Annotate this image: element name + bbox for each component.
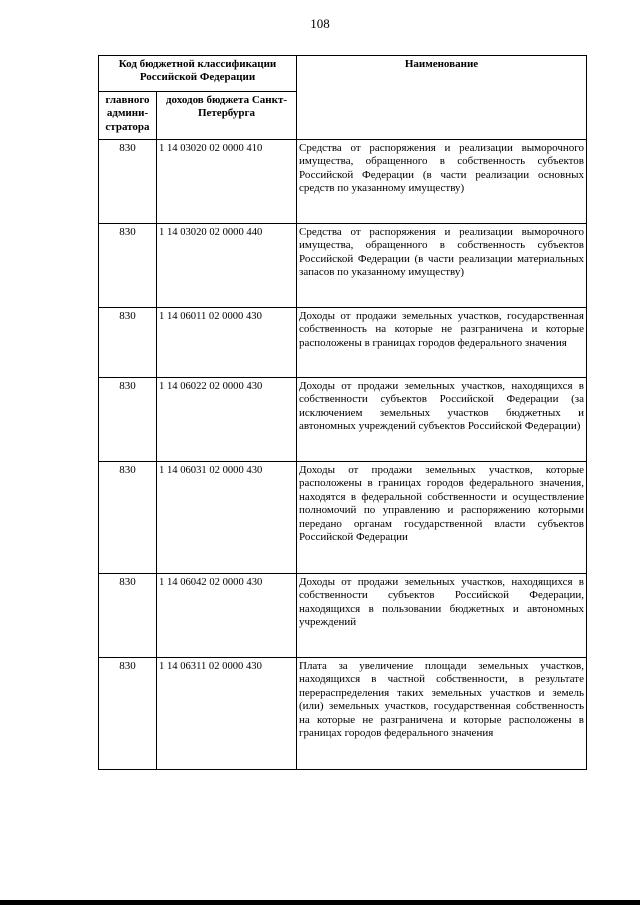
cell-name: Доходы от продажи земельных участков, государственная собственность на которые не разграничена и которые расположены в границах городов федерального значения [297,308,587,378]
table-row [99,658,587,770]
cell-admin: 830 [99,224,157,308]
cell-name: Средства от распоряжения и реализации выморочного имущества, обращенного в собственность субъектов Российской Федерации (в части реализации материальных запасов по указанному имуществу) [297,224,587,308]
scan-bottom-edge [0,900,640,905]
budget-classification-table [98,55,587,770]
header-name: Наименование [297,56,587,140]
cell-admin: 830 [99,308,157,378]
cell-code: 1 14 06042 02 0000 430 [157,574,297,658]
cell-code: 1 14 06022 02 0000 430 [157,378,297,462]
cell-code: 1 14 06031 02 0000 430 [157,462,297,574]
cell-code: 1 14 03020 02 0000 440 [157,224,297,308]
cell-admin: 830 [99,378,157,462]
cell-name: Доходы от продажи земельных участков, которые расположены в границах городов федерального значения, находятся в федеральной собственности и осуществление полномочий по управлению и распоряжению которыми передано органам государственной власти субъектов Российской Федерации [297,462,587,574]
cell-admin: 830 [99,140,157,224]
cell-code: 1 14 03020 02 0000 410 [157,140,297,224]
cell-code: 1 14 06011 02 0000 430 [157,308,297,378]
table-row [99,378,587,462]
table-row [99,224,587,308]
header-code-group: Код бюджетной классификации Российской Федерации [99,56,297,92]
cell-admin: 830 [99,658,157,770]
table-row [99,462,587,574]
cell-code: 1 14 06311 02 0000 430 [157,658,297,770]
cell-name: Средства от распоряжения и реализации выморочного имущества, обращенного в собственность субъектов Российской Федерации (в части реализации основных средств по указанному имуществу) [297,140,587,224]
table-row [99,308,587,378]
header-income: доходов бюджета Санкт-Петербурга [157,92,297,140]
cell-name: Доходы от продажи земельных участков, находящихся в собственности субъектов Российской Федерации (за исключением земельных участков бюджетных и автономных учреждений субъектов Российской Федерации) [297,378,587,462]
cell-admin: 830 [99,462,157,574]
header-row-main [99,56,587,92]
page-number: 108 [310,16,330,31]
header-admin: главного админи-стратора [99,92,157,140]
cell-name: Доходы от продажи земельных участков, находящихся в собственности субъектов Российской Федерации, находящихся в пользовании бюджетных и автономных учреждений [297,574,587,658]
cell-admin: 830 [99,574,157,658]
cell-name: Плата за увеличение площади земельных участков, находящихся в частной собственности, в результате перераспределения таких земельных участков и земель (или) земельных участков, государственная собственность на которые не разграничена и которые расположены в границах городов федерального значения [297,658,587,770]
table-row [99,140,587,224]
table-row [99,574,587,658]
